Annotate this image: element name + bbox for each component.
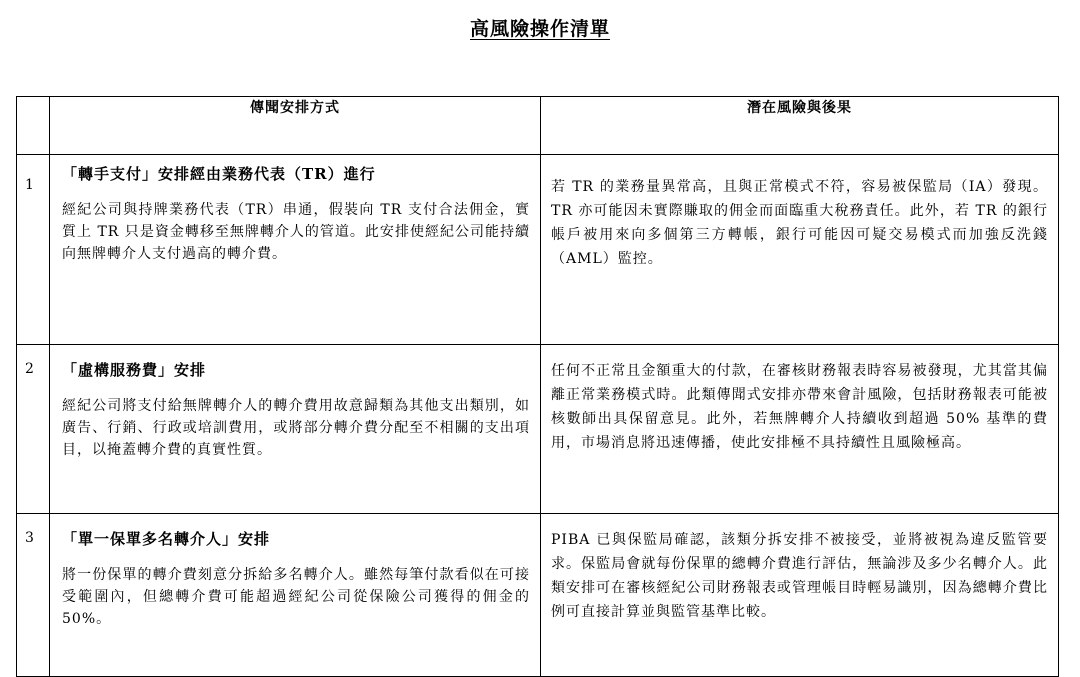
method-cell	[50, 155, 541, 345]
row-number: 1	[17, 155, 50, 345]
header-method: 傳聞安排方式	[50, 97, 541, 155]
table-row	[17, 155, 1059, 345]
risk-operations-table	[16, 96, 1059, 677]
page-title: 高風險操作清單	[469, 18, 610, 40]
method-description: 經紀公司與持牌業務代表（TR）串通，假裝向 TR 支付合法佣金，實質上 TR 只是資金轉移至無牌轉介人的管道。此安排使經紀公司能持續向無牌轉介人支付過高的轉介費。	[62, 202, 530, 262]
method-title: 「虛構服務費」安排	[62, 361, 207, 379]
table-header-row	[17, 97, 1059, 155]
header-risk: 潛在風險與後果	[541, 97, 1059, 155]
method-description: 經紀公司將支付給無牌轉介人的轉介費用故意歸類為其他支出類別，如廣告、行銷、行政或培訓費用，或將部分轉介費分配至不相關的支出項目，以掩蓋轉介費的真實性質。	[62, 398, 530, 458]
row-number: 2	[17, 345, 50, 514]
risk-cell: 任何不正常且金額重大的付款，在審核財務報表時容易被發現，尤其當其偏離正常業務模式時。此類傳聞式安排亦帶來會計風險，包括財務報表可能被核數師出具保留意見。此外，若無牌轉介人持續收到超過 50% 基準的費用，市場消息將迅速傳播，使此安排極不具持續性且風險極高。	[541, 345, 1059, 514]
method-cell	[50, 514, 541, 677]
method-title: 「轉手支付」安排經由業務代表（TR）進行	[62, 165, 376, 183]
method-title: 「單一保單多名轉介人」安排	[62, 530, 271, 548]
table-row	[17, 514, 1059, 677]
risk-cell: 若 TR 的業務量異常高，且與正常模式不符，容易被保監局（IA）發現。TR 亦可能因未實際賺取的佣金而面臨重大稅務責任。此外，若 TR 的銀行帳戶被用來向多個第三方轉帳，銀行可能因可疑交易模式而加強反洗錢（AML）監控。	[541, 155, 1059, 345]
risk-cell: PIBA 已與保監局確認，該類分拆安排不被接受，並將被視為違反監管要求。保監局會就每份保單的總轉介費進行評估，無論涉及多少名轉介人。此類安排可在審核經紀公司財務報表或管理帳目時輕易識別，因為總轉介費比例可直接計算並與監管基準比較。	[541, 514, 1059, 677]
header-number	[17, 97, 50, 155]
method-description: 將一份保單的轉介費刻意分拆給多名轉介人。雖然每筆付款看似在可接受範圍內，但總轉介費可能超過經紀公司從保險公司獲得的佣金的 50%。	[62, 567, 530, 627]
row-number: 3	[17, 514, 50, 677]
method-cell	[50, 345, 541, 514]
table-row	[17, 345, 1059, 514]
